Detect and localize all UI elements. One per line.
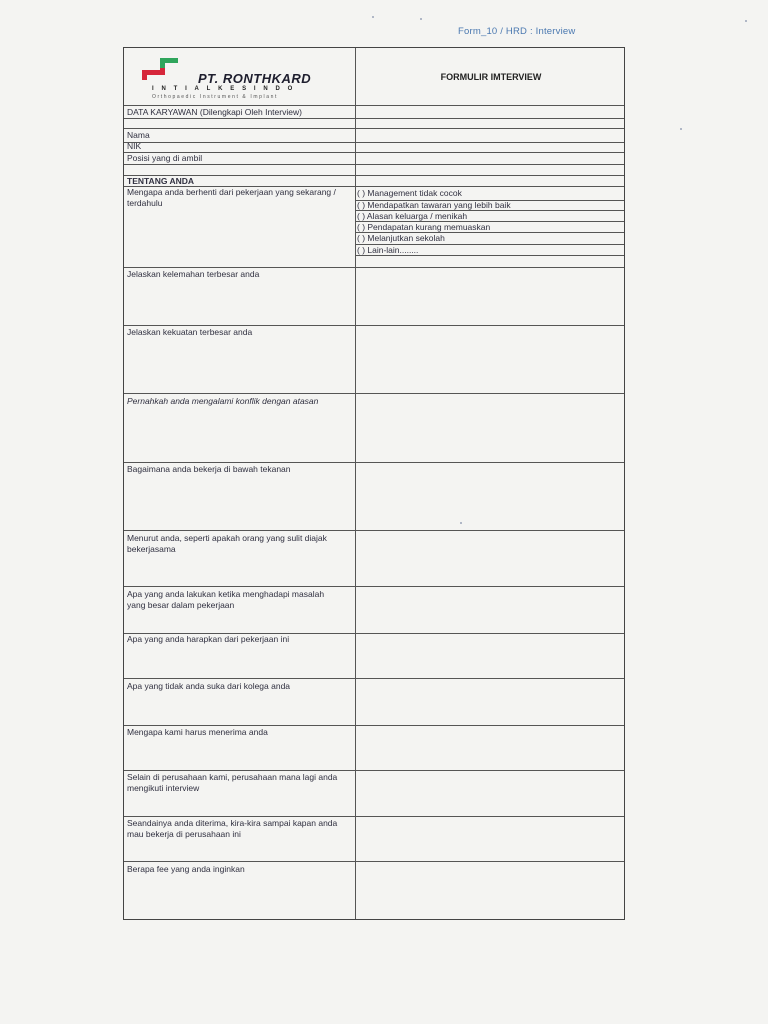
row-divider	[124, 725, 624, 726]
row-divider	[124, 816, 624, 817]
option-item: ( ) Pendapatan kurang memuaskan	[357, 222, 491, 232]
row-divider	[124, 678, 624, 679]
company-name: PT. RONTHKARD	[198, 71, 312, 86]
row-divider	[124, 164, 624, 165]
question-item: Seandainya anda diterima, kira-kira sampai kapan anda mau bekerja di perusahaan ini	[127, 818, 338, 839]
row-divider	[124, 861, 624, 862]
question-item: Berapa fee yang anda inginkan	[127, 864, 245, 874]
row-divider	[124, 128, 624, 129]
company-logo	[138, 56, 338, 106]
row-divider	[124, 118, 624, 119]
field-label-posisi: Posisi yang di ambil	[127, 153, 203, 163]
about-section-header: TENTANG ANDA	[127, 176, 195, 186]
option-item: ( ) Lain-lain........	[357, 245, 419, 255]
question-item: Selain di perusahaan kami, perusahaan mana lagi anda mengikuti interview	[127, 772, 338, 793]
data-section-header: DATA KARYAWAN (Dilengkapi Oleh Interview)	[127, 107, 302, 117]
row-divider	[124, 462, 624, 463]
row-divider	[124, 325, 624, 326]
row-divider	[124, 142, 624, 143]
option-item: ( ) Alasan keluarga / menikah	[357, 211, 468, 221]
question-item: Jelaskan kekuatan terbesar anda	[127, 327, 253, 337]
question-item: Jelaskan kelemahan terbesar anda	[127, 269, 260, 279]
row-divider	[124, 175, 624, 176]
question-item: Mengapa kami harus menerima anda	[127, 727, 268, 737]
row-divider	[124, 770, 624, 771]
row-divider	[124, 393, 624, 394]
scan-speck	[372, 16, 374, 18]
scan-speck	[420, 18, 422, 20]
question-item: Apa yang anda lakukan ketika menghadapi masalah yang besar dalam pekerjaan	[127, 589, 325, 610]
option-item: ( ) Melanjutkan sekolah	[357, 233, 445, 243]
form-reference: Form_10 / HRD : Interview	[458, 26, 576, 37]
row-divider	[124, 586, 624, 587]
question-item: Menurut anda, seperti apakah orang yang sulit diajak bekerjasama	[127, 533, 327, 554]
row-divider	[124, 530, 624, 531]
company-tagline: Orthopaedic Instrument & Implant	[152, 94, 278, 100]
scan-speck	[680, 128, 682, 130]
question-item: Bagaimana anda bekerja di bawah tekanan	[127, 464, 291, 474]
logo-mark-icon	[138, 56, 182, 84]
scan-speck	[745, 20, 747, 22]
column-divider	[355, 48, 356, 919]
company-sub: INTIALKESINDO	[152, 86, 301, 92]
field-label-nama: Nama	[127, 130, 150, 140]
question-item: Apa yang anda harapkan dari pekerjaan ini	[127, 634, 290, 644]
question-item: Pernahkah anda mengalami konflik dengan atasan	[127, 396, 319, 406]
question-item: Apa yang tidak anda suka dari kolega anda	[127, 681, 291, 691]
interview-form	[123, 47, 625, 920]
question-reason-leaving: Mengapa anda berhenti dari pekerjaan yang sekarang / terdahulu	[127, 187, 336, 208]
option-item: ( ) Mendapatkan tawaran yang lebih baik	[357, 200, 511, 210]
form-title: FORMULIR IMTERVIEW	[440, 72, 542, 82]
field-label-nik: NIK	[127, 141, 142, 151]
option-item: ( ) Management tidak cocok	[357, 188, 462, 198]
row-divider	[124, 267, 624, 268]
